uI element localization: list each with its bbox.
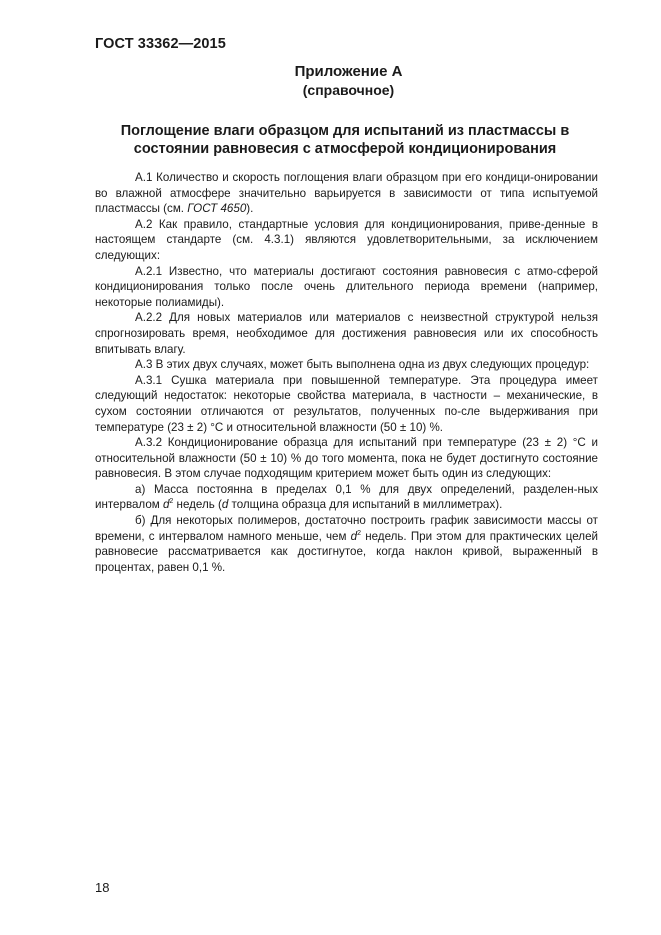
paragraph-a2-2: А.2.2 Для новых материалов или материалов с неизвестной структурой нельзя спрогнозировать время, необходимое для достижения равновесия или их способность впитывать влагу. bbox=[95, 311, 598, 356]
paragraph-a2: А.2 Как правило, стандартные условия для кондиционирования, приве-денные в настоящем стандарте (см. 4.3.1) являются удовлетворительными, за исключением следующих: bbox=[95, 217, 598, 262]
section-heading-line-2: состоянии равновесия с атмосферой кондиционирования bbox=[133, 141, 557, 157]
list-item-a-mid: недель ( bbox=[173, 498, 222, 512]
section-heading-line-1: Поглощение влаги образцом для испытаний из пластмассы в bbox=[120, 123, 570, 139]
list-item-a-end: толщина образца для испытаний в миллиметрах). bbox=[228, 498, 503, 512]
exponent: 2 bbox=[169, 498, 174, 506]
paragraph-a3: А.3 В этих двух случаях, может быть выполнена одна из двух следующих процедур: bbox=[135, 358, 590, 372]
thickness-symbol: d bbox=[350, 529, 358, 543]
list-item-b-text: б) Для некоторых полимеров, достаточно построить график зависимости массы от времени, с интервалом намного меньше, чем bbox=[95, 514, 598, 543]
appendix-title: Приложение А bbox=[294, 63, 403, 80]
paragraph-a1 bbox=[95, 170, 598, 217]
section-heading bbox=[95, 122, 595, 158]
thickness-symbol: d bbox=[162, 498, 170, 512]
list-item-a-text: а) Масса постоянна в пределах 0,1 % для двух определений, разделен-ных интервалом bbox=[95, 482, 598, 512]
exponent: 2 bbox=[357, 529, 362, 537]
list-item-b-end: недель. При этом для практических целей равновесие рассматривается как достигнутое, когда наклон кривой, выраженный в процентах, равен 0,1 %. bbox=[95, 529, 598, 574]
paragraph-a1-text: А.1 Количество и скорость поглощения влаги образцом при его кондици-онировании во влажной атмосфере значительно варьируется в зависимости от типа испытуемой пластмассы (см. bbox=[95, 171, 598, 216]
page-number: 18 bbox=[95, 880, 110, 895]
appendix-body bbox=[95, 170, 598, 575]
thickness-symbol: d bbox=[221, 498, 229, 512]
appendix-subtitle: (справочное) bbox=[302, 82, 395, 98]
paragraph-a1-end: ). bbox=[246, 202, 254, 216]
standard-reference: ГОСТ 4650 bbox=[187, 202, 247, 216]
document-code-header: ГОСТ 33362—2015 bbox=[95, 36, 226, 52]
paragraph-a2-1: А.2.1 Известно, что материалы достигают состояния равновесия с атмо-сферой кондиционирования только после очень длительного периода времени (например, некоторые полиамиды). bbox=[95, 264, 598, 309]
paragraph-a3-1: А.3.1 Сушка материала при повышенной температуре. Эта процедура имеет следующий недостаток: некоторые свойства материала, в частности – механические, в сухом состоянии отличаются от результатов, полученных по-сле выдерживания при температуре (23 ± 2) °С и относительной влажности (50 ± 10) %. bbox=[95, 373, 598, 434]
list-item-a bbox=[95, 482, 598, 513]
paragraph-a3-2: А.3.2 Кондиционирование образца для испытаний при температуре (23 ± 2) °С и относительной влажности (50 ± 10) % до того момента, пока не будет достигнуто состояние равновесия. В этом случае подходящим критерием может быть один из следующих: bbox=[95, 436, 598, 481]
list-item-b bbox=[95, 513, 598, 575]
